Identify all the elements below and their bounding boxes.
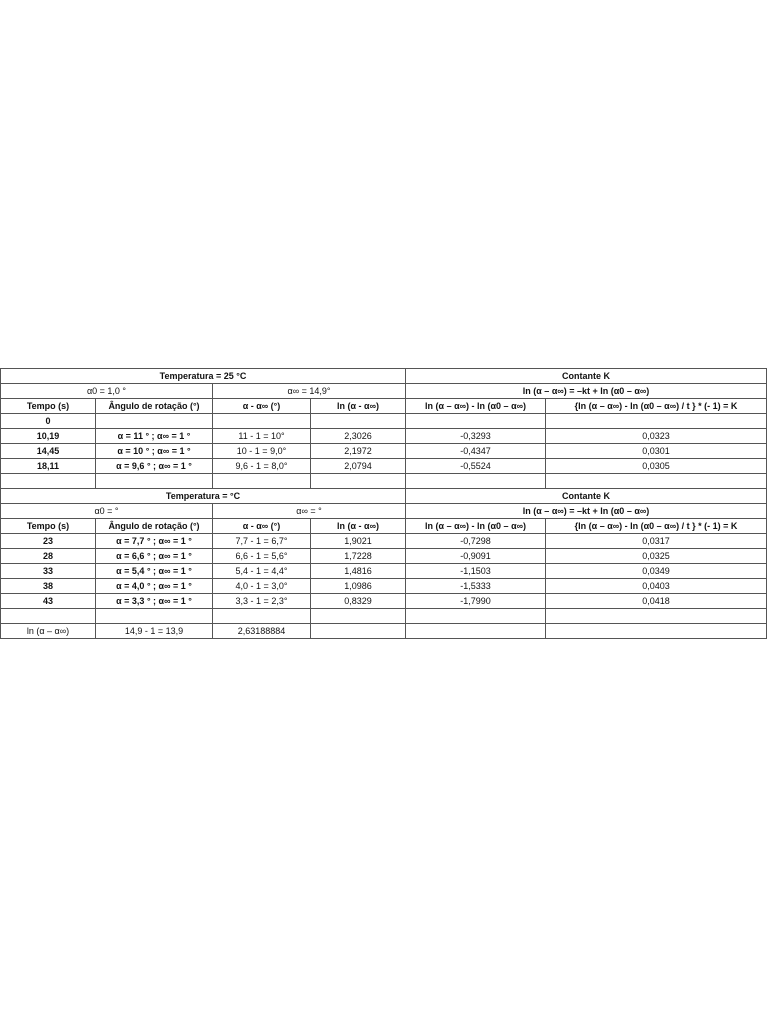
cell[interactable] (406, 609, 546, 624)
table-row (1, 429, 767, 444)
cell[interactable] (311, 624, 406, 639)
table2-alpha-inf: α∞ = ° (213, 504, 406, 519)
cell[interactable]: α = 7,7 ° ; α∞ = 1 ° (96, 534, 213, 549)
cell[interactable] (311, 414, 406, 429)
cell[interactable] (213, 414, 311, 429)
footer-calc[interactable]: 14,9 - 1 = 13,9 (96, 624, 213, 639)
col-header: ln (α – α∞) - ln (α0 – α∞) (406, 399, 546, 414)
cell[interactable] (1, 609, 96, 624)
table1-alpha0: α0 = 1,0 ° (1, 384, 213, 399)
cell[interactable]: 1,7228 (311, 549, 406, 564)
cell[interactable]: 0,0323 (546, 429, 767, 444)
cell[interactable] (406, 474, 546, 489)
cell[interactable]: -0,4347 (406, 444, 546, 459)
cell[interactable] (546, 414, 767, 429)
table-row (1, 579, 767, 594)
spacer-row (1, 474, 767, 489)
cell[interactable] (96, 414, 213, 429)
table-row (1, 414, 767, 429)
table1-title-row (1, 369, 767, 384)
cell[interactable]: 5,4 - 1 = 4,4° (213, 564, 311, 579)
cell[interactable]: 0,0325 (546, 549, 767, 564)
table1-constant-title: Contante K (406, 369, 767, 384)
cell[interactable]: 7,7 - 1 = 6,7° (213, 534, 311, 549)
cell[interactable]: 1,0986 (311, 579, 406, 594)
cell[interactable]: 0,0301 (546, 444, 767, 459)
cell[interactable]: α = 6,6 ° ; α∞ = 1 ° (96, 549, 213, 564)
cell[interactable]: 18,11 (1, 459, 96, 474)
col-header: {ln (α – α∞) - ln (α0 – α∞) / t } * (- 1) = K (546, 399, 767, 414)
cell[interactable]: 38 (1, 579, 96, 594)
col-header: α - α∞ (°) (213, 519, 311, 534)
cell[interactable]: 43 (1, 594, 96, 609)
table1-params-row (1, 384, 767, 399)
table-row (1, 564, 767, 579)
cell[interactable] (546, 624, 767, 639)
cell[interactable]: -0,9091 (406, 549, 546, 564)
table1-header-row (1, 399, 767, 414)
cell[interactable] (311, 609, 406, 624)
table1-temperature-title: Temperatura = 25 °C (1, 369, 406, 384)
col-header: Tempo (s) (1, 399, 96, 414)
cell[interactable]: α = 10 ° ; α∞ = 1 ° (96, 444, 213, 459)
footer-value[interactable]: 2,63188884 (213, 624, 311, 639)
cell[interactable] (213, 609, 311, 624)
cell[interactable]: 4,0 - 1 = 3,0° (213, 579, 311, 594)
cell[interactable]: 2,0794 (311, 459, 406, 474)
footer-label[interactable]: ln (α – α∞) (1, 624, 96, 639)
col-header: Tempo (s) (1, 519, 96, 534)
col-header: Ângulo de rotação (°) (96, 399, 213, 414)
cell[interactable] (406, 414, 546, 429)
table-row (1, 444, 767, 459)
table1-alpha-inf: α∞ = 14,9° (213, 384, 406, 399)
cell[interactable]: -0,3293 (406, 429, 546, 444)
col-header: ln (α – α∞) - ln (α0 – α∞) (406, 519, 546, 534)
cell[interactable]: 9,6 - 1 = 8,0° (213, 459, 311, 474)
cell[interactable]: 23 (1, 534, 96, 549)
cell[interactable]: α = 3,3 ° ; α∞ = 1 ° (96, 594, 213, 609)
table2-temperature-title: Temperatura = °C (1, 489, 406, 504)
cell[interactable]: 33 (1, 564, 96, 579)
table-row (1, 459, 767, 474)
cell[interactable] (546, 609, 767, 624)
cell[interactable] (311, 474, 406, 489)
cell[interactable]: 0,8329 (311, 594, 406, 609)
cell[interactable]: 0 (1, 414, 96, 429)
data-table (0, 368, 767, 639)
cell[interactable]: 10 - 1 = 9,0° (213, 444, 311, 459)
cell[interactable]: 0,0317 (546, 534, 767, 549)
cell[interactable]: 11 - 1 = 10° (213, 429, 311, 444)
table-row (1, 534, 767, 549)
cell[interactable]: α = 4,0 ° ; α∞ = 1 ° (96, 579, 213, 594)
cell[interactable]: 6,6 - 1 = 5,6° (213, 549, 311, 564)
table-row (1, 549, 767, 564)
cell[interactable] (213, 474, 311, 489)
col-header: ln (α - α∞) (311, 399, 406, 414)
cell[interactable] (406, 624, 546, 639)
cell[interactable]: -1,1503 (406, 564, 546, 579)
table-row (1, 594, 767, 609)
cell[interactable]: α = 5,4 ° ; α∞ = 1 ° (96, 564, 213, 579)
footer-row (1, 624, 767, 639)
cell[interactable] (96, 474, 213, 489)
col-header: ln (α - α∞) (311, 519, 406, 534)
cell[interactable] (96, 609, 213, 624)
cell[interactable]: 28 (1, 549, 96, 564)
table1-equation: ln (α – α∞) = –kt + ln (α0 – α∞) (406, 384, 767, 399)
cell[interactable]: 0,0403 (546, 579, 767, 594)
cell[interactable]: 10,19 (1, 429, 96, 444)
table2-params-row (1, 504, 767, 519)
cell[interactable]: 3,3 - 1 = 2,3° (213, 594, 311, 609)
cell[interactable]: -1,7990 (406, 594, 546, 609)
table2-header-row (1, 519, 767, 534)
cell[interactable]: 0,0418 (546, 594, 767, 609)
cell[interactable]: 0,0349 (546, 564, 767, 579)
col-header: α - α∞ (°) (213, 399, 311, 414)
col-header: {ln (α – α∞) - ln (α0 – α∞) / t } * (- 1) = K (546, 519, 767, 534)
cell[interactable]: 2,3026 (311, 429, 406, 444)
cell[interactable]: 1,9021 (311, 534, 406, 549)
cell[interactable]: 2,1972 (311, 444, 406, 459)
cell[interactable] (1, 474, 96, 489)
cell[interactable] (546, 474, 767, 489)
table2-constant-title: Contante K (406, 489, 767, 504)
spacer-row (1, 609, 767, 624)
cell[interactable]: 1,4816 (311, 564, 406, 579)
cell[interactable]: -0,5524 (406, 459, 546, 474)
table2-title-row (1, 489, 767, 504)
cell[interactable]: 14,45 (1, 444, 96, 459)
table2-equation: ln (α – α∞) = –kt + ln (α0 – α∞) (406, 504, 767, 519)
cell[interactable]: α = 11 ° ; α∞ = 1 ° (96, 429, 213, 444)
cell[interactable]: -0,7298 (406, 534, 546, 549)
col-header: Ângulo de rotação (°) (96, 519, 213, 534)
spreadsheet (0, 368, 768, 639)
cell[interactable]: α = 9,6 ° ; α∞ = 1 ° (96, 459, 213, 474)
table2-alpha0: α0 = ° (1, 504, 213, 519)
cell[interactable]: 0,0305 (546, 459, 767, 474)
cell[interactable]: -1,5333 (406, 579, 546, 594)
